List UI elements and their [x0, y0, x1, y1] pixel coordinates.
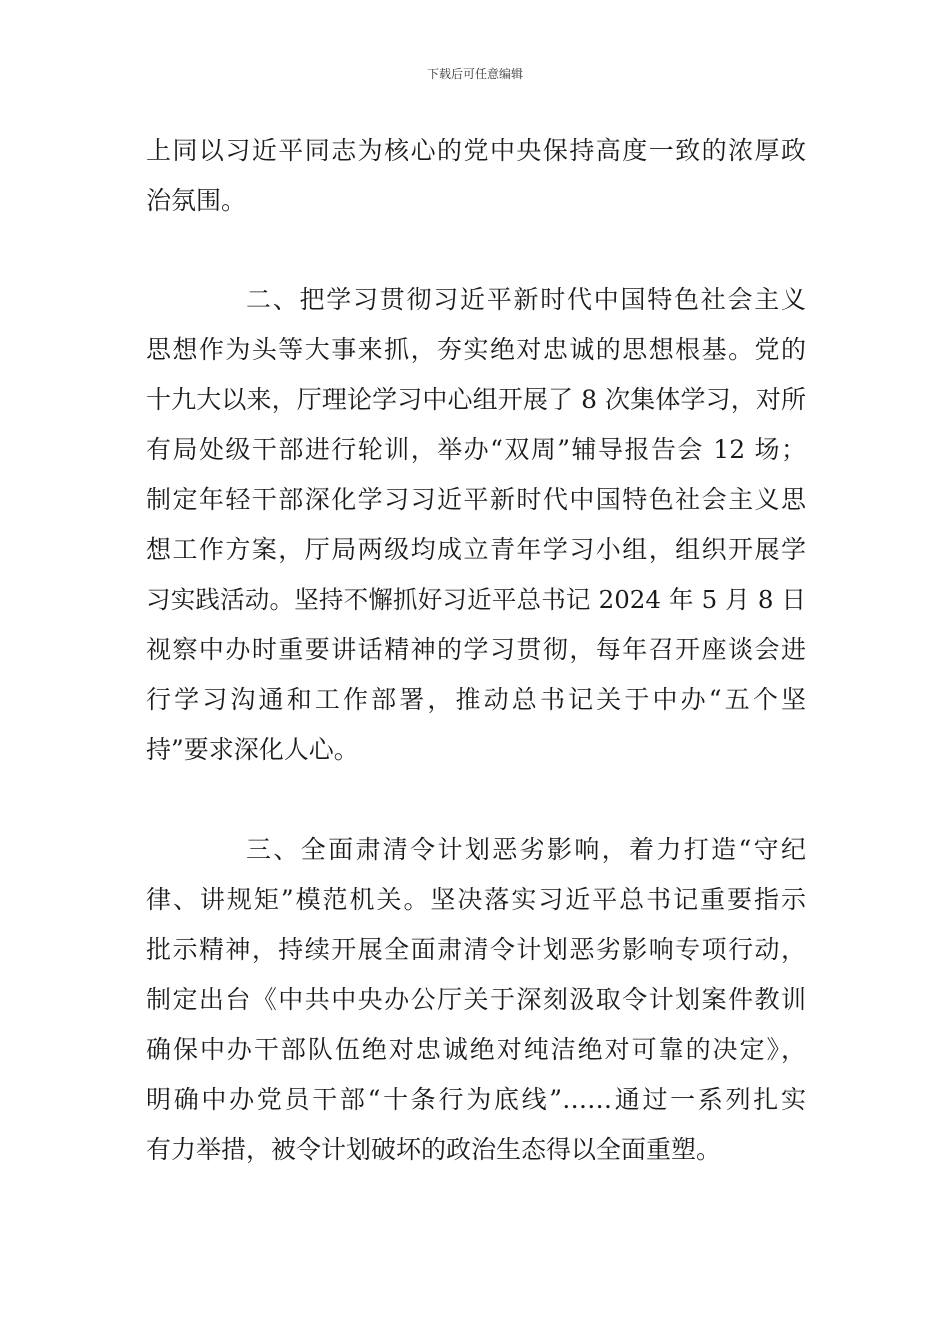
page-header: 下载后可任意编辑: [426, 67, 523, 81]
paragraph-2-line-9: 行学习沟通和工作部署，推动总书记关于中办“五个坚: [146, 685, 806, 714]
paragraph-1-line-2: 治氛围。: [146, 186, 247, 215]
paragraph-2-line-2: 思想作为头等大事来抓，夯实绝对忠诚的思想根基。党的: [146, 335, 806, 364]
paragraph-2-line-3: 十九大以来，厅理论学习中心组开展了 8 次集体学习，对所: [146, 385, 806, 414]
paragraph-2-line-4: 有局处级干部进行轮训，举办“双周”辅导报告会 12 场；: [146, 435, 806, 464]
paragraph-3-line-7: 有力举措，被令计划破坏的政治生态得以全面重塑。: [146, 1135, 722, 1164]
paragraph-3-line-2: 律、讲规矩”模范机关。坚决落实习近平总书记重要指示: [146, 885, 806, 914]
paragraph-1-line-1: 上同以习近平同志为核心的党中央保持高度一致的浓厚政: [146, 136, 806, 165]
paragraph-3-line-6: 明确中办党员干部“十条行为底线”……通过一系列扎实: [146, 1085, 806, 1114]
paragraph-2-line-5: 制定年轻干部深化学习习近平新时代中国特色社会主义思: [146, 485, 806, 514]
paragraph-3-line-3: 批示精神，持续开展全面肃清令计划恶劣影响专项行动，: [146, 935, 806, 964]
paragraph-3-line-5: 确保中办干部队伍绝对忠诚绝对纯洁绝对可靠的决定》，: [146, 1035, 806, 1064]
paragraph-3-line-4: 制定出台《中共中央办公厅关于深刻汲取令计划案件教训: [146, 985, 806, 1014]
paragraph-2-line-6: 想工作方案，厅局两级均成立青年学习小组，组织开展学: [146, 535, 806, 564]
paragraph-2-line-7: 习实践活动。坚持不懈抓好习近平总书记 2024 年 5 月 8 日: [146, 585, 806, 614]
paragraph-2-line-1: 二、把学习贯彻习近平新时代中国特色社会主义: [246, 285, 806, 314]
paragraph-3-line-1: 三、全面肃清令计划恶劣影响，着力打造“守纪: [246, 835, 806, 864]
paragraph-2-line-8: 视察中办时重要讲话精神的学习贯彻，每年召开座谈会进: [146, 635, 806, 664]
paragraph-2-line-10: 持”要求深化人心。: [146, 735, 359, 764]
